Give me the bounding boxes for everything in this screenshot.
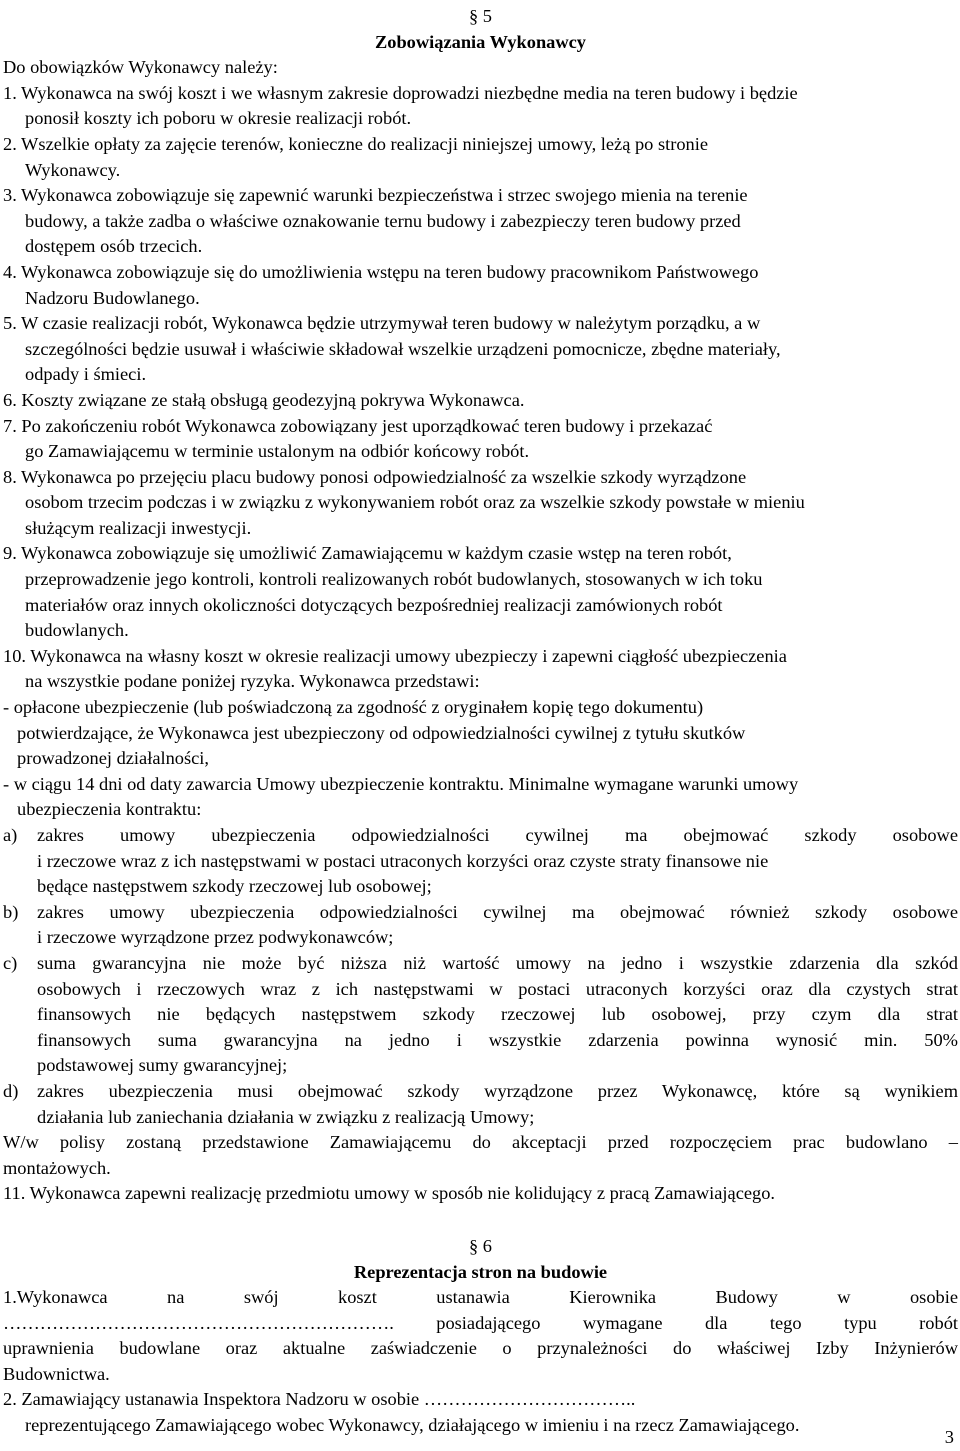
paragraph-line: Nadzoru Budowlanego.: [25, 287, 200, 308]
paragraph-line: materiałów oraz innych okoliczności dotyczących bezpośredniej realizacji zamówionych robót: [25, 594, 723, 615]
list-line: finansowych nie będących następstwem szkody rzeczowej lub osobowej, przy czym dla strat: [37, 1004, 958, 1025]
paragraph-line: 8. Wykonawca po przejęciu placu budowy ponosi odpowiedzialność za wszelkie szkody wyrządzone: [3, 466, 747, 487]
paragraph-line: przeprowadzenie jego kontroli, kontroli realizowanych robót budowlanych, stosowanych w ich toku: [25, 569, 763, 590]
paragraph-line: 9. Wykonawca zobowiązuje się umożliwić Zamawiającemu w każdym czasie wstęp na teren robót,: [3, 543, 732, 564]
insurance-item-c: [3, 951, 958, 1079]
paragraph-line: go Zamawiającemu w terminie ustalonym na odbiór końcowy robót.: [25, 441, 530, 462]
paragraph-line: na wszystkie podane poniżej ryzyka. Wykonawca przedstawi:: [25, 671, 480, 692]
paragraph-line: reprezentującego Zamawiającego wobec Wykonawcy, działającego w imieniu i na rzecz Zamawiającego.: [25, 1415, 800, 1436]
section-5-intro: Do obowiązków Wykonawcy należy:: [3, 57, 278, 78]
list-line: zakres ubezpieczenia musi obejmować szkody wyrządzone przez Wykonawcę, które są wynikiem: [37, 1080, 958, 1101]
paragraph-line: dostępem osób trzecich.: [25, 236, 203, 257]
paragraph-line: odpady i śmieci.: [25, 364, 147, 385]
paragraph-line: osobom trzecim podczas i w związku z wykonywaniem robót oraz za wszelkie szkody powstałe w mieniu: [25, 492, 805, 513]
paragraph-line: ponosił koszty ich poboru w okresie realizacji robót.: [25, 108, 412, 129]
list-line: będące następstwem szkody rzeczowej lub osobowej;: [37, 876, 432, 897]
paragraph-line: potwierdzające, że Wykonawca jest ubezpieczony od odpowiedzialności cywilnej z tytułu skutków: [17, 722, 746, 743]
closing-line: 11. Wykonawca zapewni realizację przedmiotu umowy w sposób nie kolidujący z pracą Zamawiającego.: [3, 1183, 776, 1204]
paragraph-line: 2. Zamawiający ustanawia Inspektora Nadzoru w osobie ……………………………..: [3, 1389, 636, 1410]
paragraph-line: ubezpieczenia kontraktu:: [17, 799, 202, 820]
paragraph-line: - opłacone ubezpieczenie (lub poświadczoną za zgodność z oryginałem kopię tego dokumentu): [3, 697, 704, 718]
closing-line: W/w polisy zostaną przedstawione Zamawiającemu do akceptacji przed rozpoczęciem prac budowlano –: [3, 1132, 958, 1153]
section-6-number: § 6: [469, 1235, 492, 1256]
list-line: i rzeczowe wraz z ich następstwami w postaci utraconych korzyści oraz czyste straty finansowe nie: [37, 850, 769, 871]
paragraph-line: 3. Wykonawca zobowiązuje się zapewnić warunki bezpieczeństwa i strzec swojego mienia na terenie: [3, 185, 748, 206]
list-label: a): [3, 825, 18, 845]
list-line: zakres umowy ubezpieczenia odpowiedzialności cywilnej ma obejmować szkody osobowe: [37, 825, 958, 845]
document-page: [3, 0, 958, 1439]
list-line: osobowych i rzeczowych wraz z ich następstwami w postaci utraconych korzyści oraz dla czystych strat: [37, 978, 958, 999]
insurance-item-d: [3, 1079, 958, 1130]
list-label: d): [3, 1080, 19, 1101]
paragraph-line: 1.Wykonawca na swój koszt ustanawia Kierownika Budowy w osobie: [3, 1287, 958, 1308]
paragraph-line: szczególności będzie usuwał i właściwie składował wszelkie urządzeni pomocnicze, zbędne materiały,: [25, 338, 781, 359]
closing-line: montażowych.: [3, 1157, 111, 1178]
paragraph-line: służącym realizacji inwestycji.: [25, 517, 252, 538]
paragraph-line: 7. Po zakończeniu robót Wykonawca zobowiązany jest uporządkować teren budowy i przekazać: [3, 415, 713, 436]
paragraph-line: ………………………………………………………. posiadającego wymagane dla tego typu robót: [3, 1312, 958, 1333]
paragraph-line: 10. Wykonawca na własny koszt w okresie realizacji umowy ubezpieczy i zapewni ciągłość ubezpieczenia: [3, 645, 787, 666]
paragraph-line: 2. Wszelkie opłaty za zajęcie terenów, konieczne do realizacji niniejszej umowy, leżą po stronie: [3, 133, 709, 154]
page-number: 3: [944, 1427, 954, 1447]
section-6-title: Reprezentacja stron na budowie: [353, 1261, 608, 1282]
paragraph-line: 4. Wykonawca zobowiązuje się do umożliwienia wstępu na teren budowy pracownikom Państwowego: [3, 261, 759, 282]
list-label: b): [3, 901, 19, 922]
paragraph-line: 6. Koszty związane ze stałą obsługą geodezyjną pokrywa Wykonawca.: [3, 389, 525, 410]
paragraph-line: 5. W czasie realizacji robót, Wykonawca będzie utrzymywał teren budowy w należytym porządku, a w: [3, 313, 761, 334]
paragraph-line: Wykonawcy.: [25, 159, 121, 180]
paragraph-line: budowy, a także zadba o właściwe oznakowanie ternu budowy i zabezpieczy teren budowy przed: [25, 210, 741, 231]
section-5-number: § 5: [469, 6, 492, 26]
list-line: finansowych suma gwarancyjna na jedno i wszystkie zdarzenia powinna wynosić min. 50%: [37, 1029, 958, 1050]
list-line: suma gwarancyjna nie może być niższa niż wartość umowy na jedno i wszystkie zdarzenia dla szkód: [37, 952, 958, 973]
list-line: i rzeczowe wyrządzone przez podwykonawców;: [37, 927, 394, 948]
paragraph-line: budowlanych.: [25, 620, 129, 641]
section-5-title: Zobowiązania Wykonawcy: [374, 31, 587, 52]
paragraph-line: prowadzonej działalności,: [17, 748, 210, 769]
paragraph-line: - w ciągu 14 dni od daty zawarcia Umowy ubezpieczenie kontraktu. Minimalne wymagane warunki umowy: [3, 773, 799, 794]
insurance-item-b: [3, 900, 958, 951]
list-label: c): [3, 952, 18, 973]
paragraph-line: uprawnienia budowlane oraz aktualne zaświadczenie o przynależności do właściwej Izby Inżynierów: [3, 1338, 958, 1359]
list-line: podstawowej sumy gwarancyjnej;: [37, 1055, 288, 1076]
insurance-item-a: [3, 823, 958, 900]
paragraph-line: Budownictwa.: [3, 1363, 110, 1384]
paragraph-line: 1. Wykonawca na swój koszt i we własnym zakresie doprowadzi niezbędne media na teren budowy i będzie: [3, 82, 798, 103]
list-line: działania lub zaniechania działania w związku z realizacją Umowy;: [37, 1106, 535, 1127]
list-line: zakres umowy ubezpieczenia odpowiedzialności cywilnej ma obejmować również szkody osobowe: [37, 901, 958, 922]
